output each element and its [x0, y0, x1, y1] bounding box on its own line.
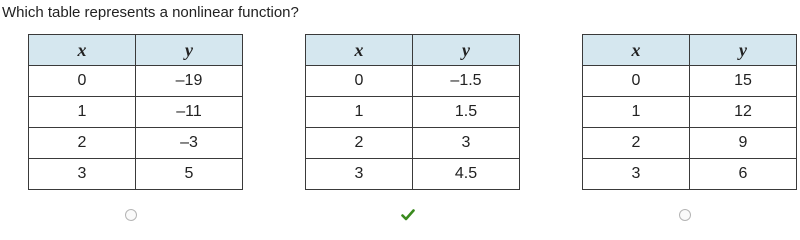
- cell-x: 1: [306, 97, 413, 128]
- cell-y: –11: [136, 97, 243, 128]
- answer-choice-2[interactable]: [401, 208, 415, 222]
- header-x: x: [583, 35, 690, 66]
- header-x: x: [29, 35, 136, 66]
- table-row: [306, 97, 520, 128]
- header-y: y: [413, 35, 520, 66]
- cell-x: 2: [29, 128, 136, 159]
- radio-icon[interactable]: [679, 209, 691, 221]
- answer-choice-3[interactable]: [678, 208, 692, 222]
- cell-y: 5: [136, 159, 243, 190]
- answer-table-1: [28, 34, 243, 190]
- cell-x: 3: [306, 159, 413, 190]
- cell-x: 1: [29, 97, 136, 128]
- table-row: [306, 159, 520, 190]
- cell-x: 3: [583, 159, 690, 190]
- table-header-row: [583, 35, 797, 66]
- question-text: Which table represents a nonlinear function?: [2, 4, 299, 21]
- cell-y: 3: [413, 128, 520, 159]
- table-row: [29, 66, 243, 97]
- table-row: [583, 66, 797, 97]
- answer-choice-1[interactable]: [124, 208, 138, 222]
- cell-x: 0: [29, 66, 136, 97]
- cell-y: –19: [136, 66, 243, 97]
- cell-x: 0: [306, 66, 413, 97]
- cell-x: 3: [29, 159, 136, 190]
- table-header-row: [306, 35, 520, 66]
- cell-x: 0: [583, 66, 690, 97]
- table-row: [29, 159, 243, 190]
- table-header-row: [29, 35, 243, 66]
- cell-y: 6: [690, 159, 797, 190]
- answer-table-3: [582, 34, 797, 190]
- cell-x: 2: [583, 128, 690, 159]
- cell-y: 12: [690, 97, 797, 128]
- table-row: [306, 128, 520, 159]
- table-row: [583, 159, 797, 190]
- cell-y: 1.5: [413, 97, 520, 128]
- cell-y: –1.5: [413, 66, 520, 97]
- check-icon: [401, 209, 415, 221]
- cell-y: 4.5: [413, 159, 520, 190]
- cell-y: –3: [136, 128, 243, 159]
- cell-x: 2: [306, 128, 413, 159]
- table-row: [583, 128, 797, 159]
- cell-y: 9: [690, 128, 797, 159]
- header-y: y: [690, 35, 797, 66]
- cell-y: 15: [690, 66, 797, 97]
- header-x: x: [306, 35, 413, 66]
- cell-x: 1: [583, 97, 690, 128]
- header-y: y: [136, 35, 243, 66]
- table-row: [29, 97, 243, 128]
- table-row: [29, 128, 243, 159]
- answer-table-2: [305, 34, 520, 190]
- table-row: [306, 66, 520, 97]
- radio-icon[interactable]: [125, 209, 137, 221]
- table-row: [583, 97, 797, 128]
